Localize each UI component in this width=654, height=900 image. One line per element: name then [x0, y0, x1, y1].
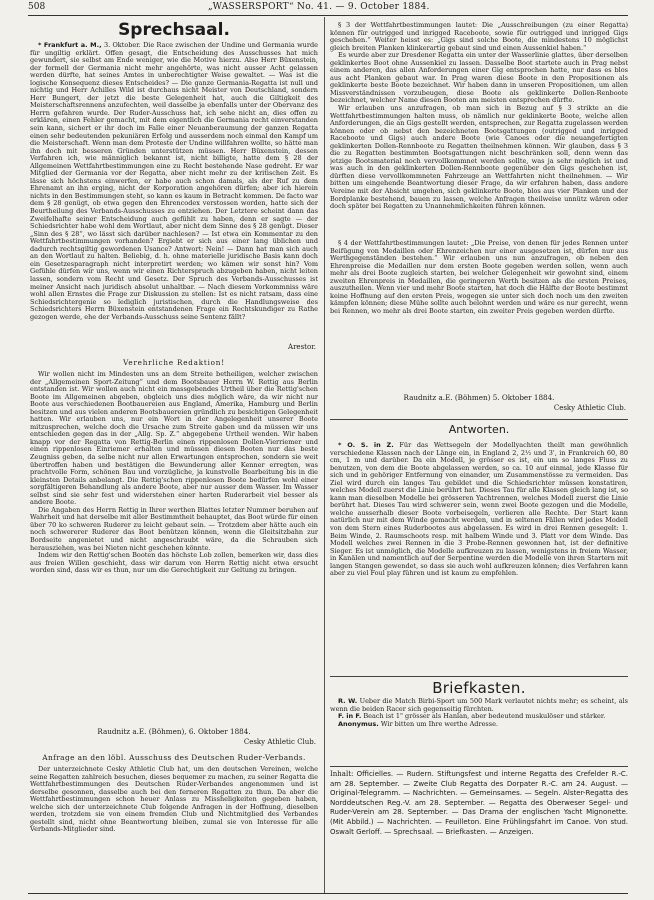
- anfrage-date: Raudnitz a.E. (Böhmen) 5. Oktober 1884.: [403, 393, 555, 402]
- briefkasten-title: Briefkasten.: [432, 679, 526, 697]
- anfrage-club: Cesky Athletic Club.: [553, 404, 626, 412]
- letter-body: [30, 371, 318, 726]
- sprechsaal-lead: * Frankfurt a. M.,: [38, 42, 102, 49]
- antworten-lead: * O. S. in Z.: [338, 442, 394, 449]
- briefkasten-text: Beach ist 1" grösser als Hanlan, aber bedeutend muskulöser und stärker.: [363, 712, 606, 721]
- section-rule: [330, 676, 628, 677]
- antworten-article: [330, 442, 628, 672]
- footer-rule: [28, 893, 628, 894]
- inhalt-text: Officielles. — Rudern. Stiftungsfest und interne Regatta des Crefelder R.-C. am 28. September. — Zweite Club Regatta des Dorpater R.-C. am 24. August. — Original-Telegramm. — Nachrichten. — Gemeinsames. — Segeln. Alster-Regatta des Norddeutschen Reg.-V. am 28. September. — Regatta des Oberweser Segel- und Ruder-Verein am 28. September. — Das Drama der englischen Yacht Mignonette. (Mit Abbild.) — Nachrichten. — Feuilleton. Eine Frühlingsfahrt im Canoe. Von stud. Oswalt Gerloff. — Sprechsaal. — Briefkasten. — Anzeigen.: [330, 770, 628, 836]
- inhalt-label: Inhalt:: [330, 770, 354, 778]
- anfrage-paragraph: § 4 der Wettfahrtbestimmungen lautet: „Die Preise, von denen für jedes Rennen unter Beifügung von Medaillen oder Ehrenzeichen nur einer ausgesetzen ist, dürfen nur aus Werthgegenständen bestehen.“ Wir erlauben uns nun anzufragen, ob neben den Ehrenpreise die Medaillen nur dem ersten Boote gegeben werden sollen, wenn auch mehr als drei Boote zugleich starten, bei welcher Gelegenheit wir gewohnt sind, einem zweiten Ehrenpreis in Medaillen, die geringeren Werth besitzen als die ersten Preises, auszutheilen. Wenn vier und mehr Boote starten, hat doch die Hälfte der Boote bestimmt keine Hoffnung auf den ersten Preis, wogegen sie unter sich doch noch um den zweiten kämpfen können; diese Mühe sollte auch belohnt werden und wäre es nur gerecht, wenn bei Rennen, wo mehr als drei Boote starten, ein zweiter Preis gegeben werden dürfte.: [330, 240, 628, 315]
- header-rule: [28, 15, 628, 16]
- letter-club: Cesky Athletic Club.: [243, 738, 316, 746]
- letter-paragraph: Wir wollen nicht im Mindesten uns an dem Streite betheiligen, welcher zwischen der „Allgemeinen Sport-Zeitung“ und dem Bootsbauer Herrn W. Rettig aus Berlin entstanden ist. Wir wollen auch nicht ein massgebendes Urtheil über die Rettig'schen Boote im Allgemeinen abgeben, obgleich uns dies möglich wäre, da wir nicht nur Boote aus verschiedenen Bootbauereien aus England, Amerika, Hamburg und Berlin besitzen und aus vielen anderen Bootsbauereien gründlich zu besichtigen Gelegenheit hatten. Wir erlauben uns, nur ein Wort in der Angelegenheit unserer Boote mitzusprechen, welche doch die Ursache zum Streite gaben und da müssen wir uns entschieden gegen das in der „Allg. Sp. Z.“ abgegebene Urtheil wenden. Wir haben knapp vor der Regatta von Rettig-Berlin einen rippenlosen Dollen-Vierriemer und einen rippenlosen Einriemer erhalten und müssen diesen Booten nur das beste Zeugniss geben, da selbe nicht nur allen Erwartungen entsprochen, sondern sie weit übertroffen haben und bestätigen die Bewunderung aller Kenner erregten, was prachtvolle Form, schönen Bau und vorzügliche, ja kunstvolle Bearbeitung bis in die kleinsten Details anbelangt. Die Rettig'schen rippenlosen Boote bedürfen wohl einer sorgfältigeren Behandlung als andere Boote, aber nur ausser dem Wasser. Im Wasser selbst sind sie sehr fest und widerstehen einer harten Ruderarbeit viel besser als andere Boote.: [30, 371, 318, 507]
- column-divider: [324, 17, 325, 893]
- sprechsaal-signature: Arestor.: [288, 343, 316, 351]
- anfrage-paragraph: § 3 der Wettfahrtbestimmungen lautet: Die „Ausschreibungen (zu einer Regatta) können für outrigged und inrigged Raceboote, sowie für outrigged und inrigged Gigs geschehen.“ Weiter heisst es: „Gigs sind solche Boote, die mindestens 10 möglichst gleich breiten Planken klinkerartig gebaut sind und einen Aussenkiel haben.“: [330, 22, 628, 52]
- inhalt-section: [330, 770, 628, 892]
- anfrage-body-left: [30, 766, 318, 896]
- letter-date: Raudnitz a.E. (Böhmen), 6. Oktober 1884.: [97, 727, 251, 736]
- anfrage-intro: Der unterzeichnete Cesky Athletic Club hat, um den deutschen Vereinen, welche seine Regatten zahlreich besuchen, dieses bequemer zu machen, zu seiner Regatta die Wettfahrtbestimmungen des Deutschen Ruder-Verbandes angenommen und ist derselbe gesonnen, dasselbe auch bei den ferneren Regatten zu thun. Da aber die Wettfahrtbestimmungen schon heuer Anlass zu Missheligkeiten gegeben haben, welche sich der unterzeichnete Club folgende Anfragen in der Hoffnung, dieselben werden, trotzdem sie von einem fremden Club und Nichtmitglied des Verbandes gestellt sind, nicht ohne Beantwortung bleiben, zumal sie von Interesse für alle Verbands-Mitglieder sind.: [30, 766, 318, 834]
- briefkasten-entry: [330, 698, 628, 713]
- briefkasten-key: R. W.: [338, 698, 358, 705]
- anfrage-title: Anfrage an den löbl. Ausschuss des Deutschen Ruder-Verbands.: [42, 753, 306, 762]
- briefkasten-key: Anonymus.: [338, 719, 379, 728]
- antworten-body: Für das Wettsegeln der Modellyachten theilt man gewöhnlich verschiedene Klassen nach der Länge ein, in England 2, 2½ und 3', in Frankreich 60, 80 cm, 1 m und darüber. Da ein Modell, je grösser es ist, ein um so langes Fluss zu benutzen, von dem die Boote abgelassen werden, so ca. 10 auf einmal, jede Klasse für sich und in gehöriger Entfernung von einander, um Zusammenstösse zu vermeiden. Das Ziel wird durch ein langes Tau gebildet und die Schiedsrichter müssen konstatiren, welches Modell zuerst die Linie berührt hat. Dieses Tau für alle Klassen gleich lang ist, so kann man dieselben Modelle bei grösseren Yachtrennen, welches Modell zuerst die Linie berührt hat. Dieses Tau wird schwerer sein, wenn zwei Boote gezogen und die Modelle, welche ausserhalb dieser Boote vorbeisegeln, verlieren alle Rechte. Der Start kann natürlich nur mit dem Winde gemacht werden, und in seltenen Fällen wird jedes Modell von dem Stern eines Ruderbootes aus abgelassen. Es wird in drei Rennen gesegelt: 1. Beim Winde, 2. Raumschoots resp. mit halbem Winde und 3. Platt vor dem Winde. Das Modell welches zwei Rennen in die 3 Probe-Rennen gewonnen hat, ist der definitive Sieger. Es ist unmöglich, die Modelle aufkreuzen zu lassen, wenigstens in freiem Wasser, in Kanälen und namentlich auf der Serpentine werden die Modelle von ihren Startern mit langen Stangen gewendet, so dass sie auch wohl aufkreuzen können; dies Verfahren kann aber zu viel Foul play führen und ist kaum zu empfehlen.: [330, 442, 628, 578]
- letter-salutation: Verehrliche Redaktion!: [123, 358, 225, 367]
- section-rule: [330, 766, 628, 767]
- page-number: 508: [28, 2, 46, 12]
- briefkasten-entries: [330, 698, 628, 764]
- anfrage-paragraph: Wir erlauben uns anzufragen, ob man sich in Bezug auf § 3 strikte an die Wettfahrtbestimmungen halten muss, ob nämlich nur geklinkerte Boote, welche allen Anforderungen, die an Gigs gestellt werden, entsprechen, zur Regatta zugelassen werden können oder ob nebst den bezeichneten Bootsgattungen (outrigged und inrigged Raceboote und Gigs) auch andere Boote (wie Canoes oder die neuangefertigten geklinkerten Dollen-Rennboote zu Regatten theilnehmen können. Wir glauben, dass § 3 die zu Regatten bestimmten Bootsgattungen nicht beschränken soll, denn wenn das jetzige Bootsmaterial noch vervollkommnet werden sollte, was ja sehr möglich ist und was auch in den geklinkerten Dollen-Rennboote gegenüber den Gigs geschehen ist, dürften diese vervollkommneten Fahrzeuge an Wettfahrten nicht theilnehmen. — Wir bitten um eingehende Beantwortung dieser Frage, da wir erfahren haben, dass andere Vereine mit der Absicht umgehen, sich geklinkerte Boote, blos aus vier Planken und der Bordplanke bestehend, bauen zu lassen, welche Anfragen theilweise unnütz wären oder doch später bei Regatten zu Unannehmlichkeiten führen können.: [330, 104, 628, 211]
- antworten-title: Antworten.: [448, 423, 510, 436]
- briefkasten-text: Ueber die Match Birbi-Sport um 500 Mark verlautet nichts mehr; es scheint, als wenn die beiden Racer sich gegenseitig fürchten.: [330, 698, 628, 713]
- sprechsaal-article: [30, 42, 318, 344]
- anfrage-body-right: [330, 22, 628, 240]
- briefkasten-key: F. in F.: [338, 712, 362, 721]
- letter-paragraph: Indem wir den Rettig'schen Booten das höchste Lob zollen, bemerken wir, dass dies aus freien Willen geschieht, dass wir darum von Herrn Rettig nicht etwa ersucht worden sind, dass wir es thun, nur um die Gerechtigkeit zur Geltung zu bringen.: [30, 551, 318, 575]
- briefkasten-text: Wir bitten um Ihre werthe Adresse.: [380, 719, 499, 728]
- briefkasten-entry: [330, 721, 628, 729]
- sprechsaal-title: Sprechsaal.: [118, 20, 230, 40]
- sprechsaal-body: 3. Oktober. Die Race zwischen der Undine und Germania wurde für ungiltig erklärt. Offen gesagt, die Entscheidung des Ausschusses hat mich gewundert, sie selbst am Ende weniger, wie die Motive hierzu. Also Herr Büxenstein, der formell der Germania nicht mehr angehörte, was nicht ausser Acht gelassen werden dürfte, hat seines Amtes in unberechtigter Weise gewaltet. — Was ist die logische Konsequenz dieses Entscheides? — Die ganze Germania-Regatta ist null und nichtig und Herr Achilles Wild ist durchaus nicht Meister von Deutschland, sondern Herr Bungert, der jetzt die beste Gelegenheit hat, auch die Giltigkeit des Meisterschaftsrennens anzufechten, weil dasselbe ja ebenfalls unter der Obervanz des Herrn gefahren wurde. Der Ruder-Ausschuss hat, ich sehe nicht an, dies offen zu erklären, einen Fehler gemacht, mit dem eigentlich die Germania recht einverstanden sein kann, sichert er ihr doch im Falle einer Neuanberaumung der ganzen Regatta einen sehr bedeutenden pekuniären Erfolg und ausserdem noch einmal den Kampf um die Meisterschaft. Wenn man dem Proteste der Undine willfahren wollte, so hätte man ihn doch mit besseren Gründen unterstützen müssen. Herr Büxenstein, dessen Verfahren ich, wie männiglich bekannt ist, nicht billigte, hatte dem § 28 der Allgemeinen Wettfahrtbestimmungen eine zu Recht bestehende Nase gedreht. Er war Mitglied der Germania vor der Regatta, aber nicht mehr zu der kritischen Zeit. Es lässe sich höchstens einwerfen, er habe auch schon damals, als der Ruf zu dem Ehrenamt an ihn erging, nicht der Korporation angehören dürfen; aber ich hierein nichts in den Bestimmungen steht, so kann es kaum in Betracht kommen. De facto war dem § 28 genügt, ob etwa gegen den Ehrencodex verstossen worden, hatte sich der Beurtheilung des Verbands-Ausschusses zu entziehen. Der Letztere scheint dann das Zweifelhafte seiner Entscheidung auch gefühlt zu haben, denn er sagte — der Schiedsrichter habe wohl dem Wortlaut, aber nicht dem Sinne des § 28 genügt. Dieser „Sinn des § 28“, wo lässt sich darüber nachlesen? — Ist etwa ein Kommentar zu den Wettfahrtbestimmungen vorhanden? Ergiebt er sich aus einer lang üblichen und dadurch rechtsgiltig gewordenen Usance? Antwort: Nein! — Dann hat man sich auch an den Wortlaut zu halten. Beliebig, d. h. ohne materielle juridische Basis kann doch ein Gesetzesparagraph nicht interpretirt werden; wo kämen wir sonst hin? Vom Gefühle dürfen wir uns, wenn wir einen Richterspruch abzugeben haben, nicht leiten lassen, sondern vom Recht und Gesetz. Der Spruch des Verbands-Ausschusses ist meiner Ansicht nach juridisch absolut unhaltbar. — Nach diesem Vorkommniss wäre wohl allen Ernstes die Frage zur Diskussion zu stellen: Ist es nicht ratsam, dass eine Schiedsrichtergenie so lediglich juristischen, durch die Handlungsweise des Schiedsrichters Herrn Büxenstein entstandenen Frage ein Rechtskundiger zu Rathe gezogen werde, ehe der Verbands-Ausschuss seine Sentenz fällt?: [30, 42, 318, 321]
- section-rule: [330, 419, 628, 420]
- page-header: [28, 2, 628, 16]
- anfrage-section-4: [330, 240, 628, 393]
- letter-paragraph: Die Angaben des Herrn Rettig in Ihrer werthen Blattes letzter Nummer beruhen auf Wahrheit und hat derselbe mit aller Bestimmtheit behauptet, das Boot würde für einen über 70 ko schweren Ruderer zu leicht gebaut sein. — Trotzdem aber hätte auch ein noch schwererer Ruderer das Boot benützen können, wenn die Gleitsitzbahn zur Bordseite angenietet und nicht angeschraubt wäre, da die Schrauben sich herausziehen, was bei Nieten nicht geschehen könnte.: [30, 505, 318, 552]
- anfrage-paragraph: Es wurde aber zur Dresdener Regatta ein unter der Wasserlinie glattes, über derselben geklinkertes Boot ohne Aussenkiel zu lassen. Dasselbe Boot startete auch in Prag nebst einem anderen, das allen Anforderungen einer Gig entsprochen hatte, nur dass es blos aus acht Planken gebaut war. In Prag waren diese Boote in den Propositionen als geklinkerte beste Boote bezeichnet. Wir haben dann in unseren Propositionen, um allen Missverständnissen vorzubeugen, diese Boote als geklinkerte Dollen-Renboote bezeichnet, welcher Name diesen Booten am meisten entsprechen dürfte.: [330, 51, 628, 105]
- masthead: „WASSERSPORT“ No. 41. — 9. October 1884.: [208, 2, 430, 12]
